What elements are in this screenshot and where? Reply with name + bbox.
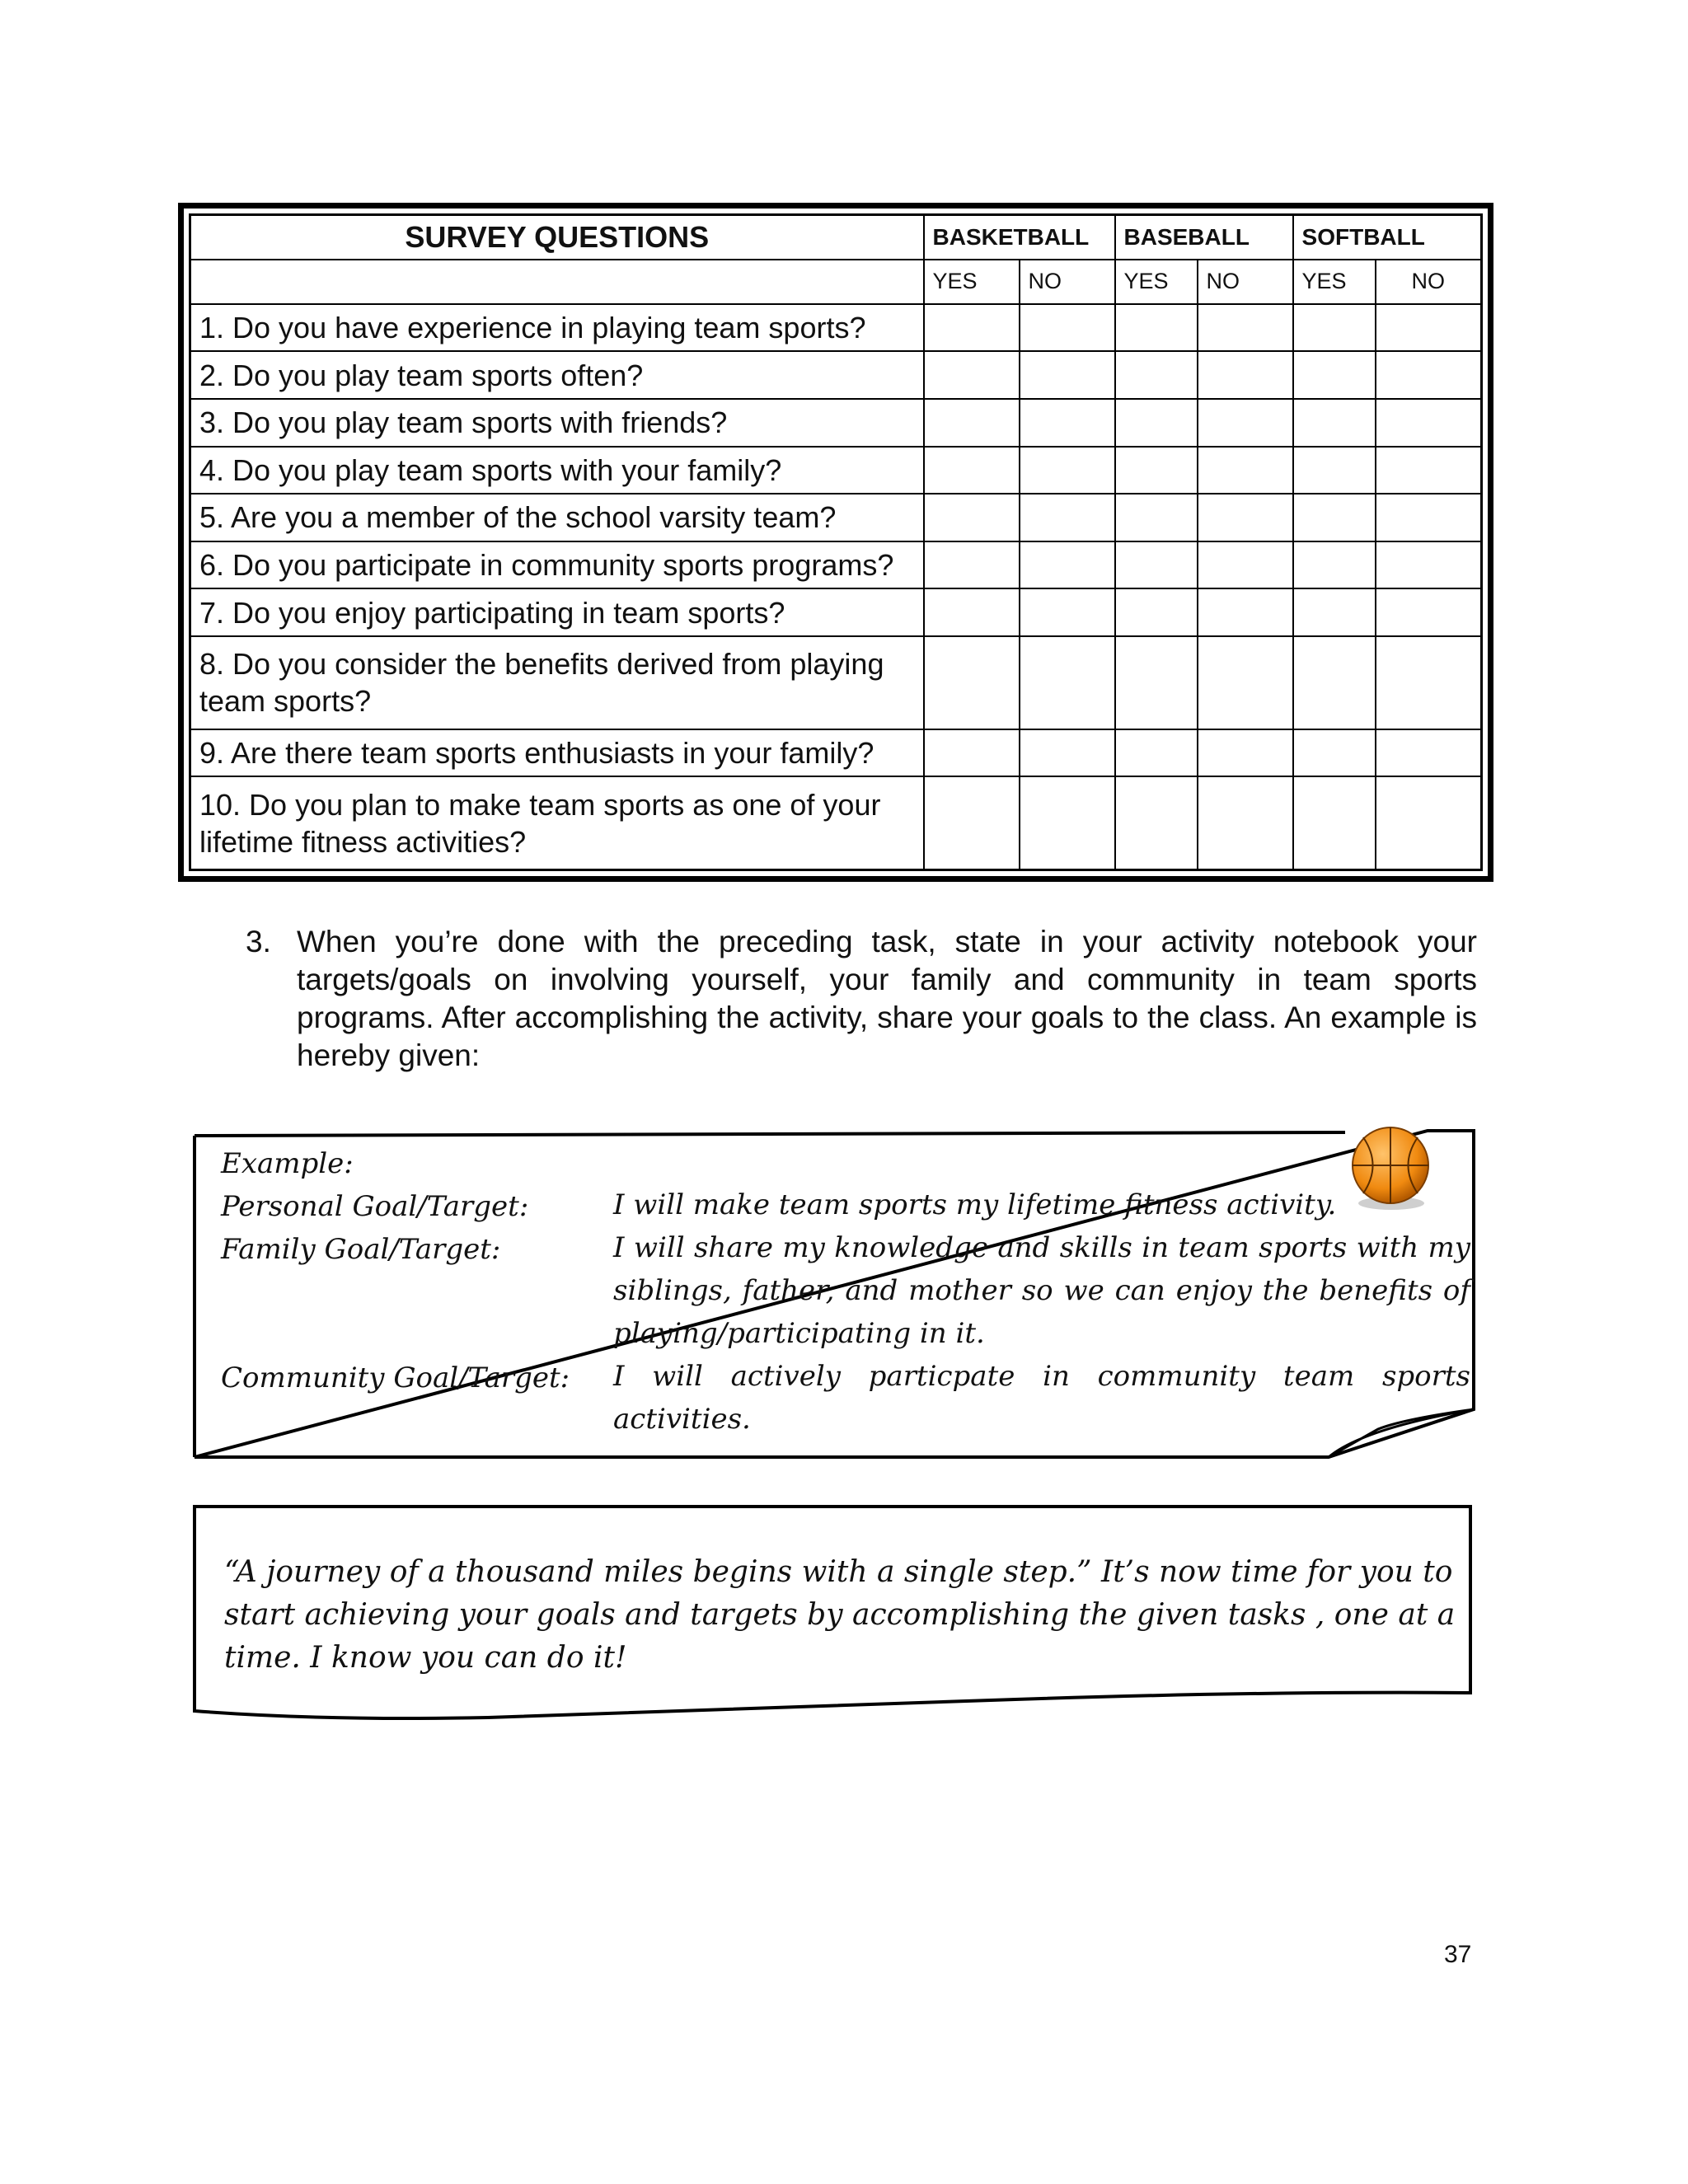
answer-cell-basketball-no[interactable] bbox=[1020, 351, 1115, 399]
answer-cell-baseball-no[interactable] bbox=[1198, 304, 1293, 352]
basketball-no-header: NO bbox=[1020, 260, 1115, 304]
answer-cell-softball-yes[interactable] bbox=[1293, 729, 1376, 777]
answer-cell-softball-no[interactable] bbox=[1376, 729, 1482, 777]
answer-cell-baseball-yes[interactable] bbox=[1115, 729, 1198, 777]
answer-cell-baseball-yes[interactable] bbox=[1115, 636, 1198, 729]
answer-cell-softball-yes[interactable] bbox=[1293, 541, 1376, 589]
answer-cell-basketball-no[interactable] bbox=[1020, 494, 1115, 541]
example-heading: Example: bbox=[221, 1147, 354, 1180]
survey-question-text: 5. Are you a member of the school varsity team? bbox=[190, 494, 924, 541]
survey-question-text: 6. Do you participate in community sports programs? bbox=[190, 541, 924, 589]
answer-cell-basketball-no[interactable] bbox=[1020, 399, 1115, 447]
answer-cell-softball-no[interactable] bbox=[1376, 494, 1482, 541]
answer-cell-basketball-no[interactable] bbox=[1020, 729, 1115, 777]
answer-cell-basketball-no[interactable] bbox=[1020, 636, 1115, 729]
answer-cell-basketball-yes[interactable] bbox=[924, 776, 1020, 869]
answer-cell-softball-yes[interactable] bbox=[1293, 588, 1376, 636]
answer-cell-softball-yes[interactable] bbox=[1293, 447, 1376, 494]
answer-cell-baseball-no[interactable] bbox=[1198, 776, 1293, 869]
survey-body bbox=[190, 304, 1482, 870]
survey-question-row bbox=[190, 541, 1482, 589]
survey-header-row bbox=[190, 215, 1482, 260]
answer-cell-softball-no[interactable] bbox=[1376, 399, 1482, 447]
answer-cell-softball-no[interactable] bbox=[1376, 304, 1482, 352]
answer-cell-basketball-yes[interactable] bbox=[924, 541, 1020, 589]
answer-cell-baseball-no[interactable] bbox=[1198, 351, 1293, 399]
answer-cell-softball-no[interactable] bbox=[1376, 447, 1482, 494]
answer-cell-basketball-no[interactable] bbox=[1020, 588, 1115, 636]
survey-question-row bbox=[190, 494, 1482, 541]
answer-cell-baseball-yes[interactable] bbox=[1115, 304, 1198, 352]
softball-no-header: NO bbox=[1376, 260, 1482, 304]
answer-cell-baseball-yes[interactable] bbox=[1115, 399, 1198, 447]
quote-text: “A journey of a thousand miles begins with a single step.” It’s now time for you to start achieving your goals and targets by accomplishing the given tasks , one at a time. I know you can do it! bbox=[224, 1555, 1456, 1675]
survey-question-row bbox=[190, 351, 1482, 399]
survey-question-row bbox=[190, 729, 1482, 777]
answer-cell-baseball-yes[interactable] bbox=[1115, 494, 1198, 541]
survey-question-row bbox=[190, 588, 1482, 636]
answer-cell-basketball-no[interactable] bbox=[1020, 541, 1115, 589]
survey-title: SURVEY QUESTIONS bbox=[190, 215, 924, 260]
survey-question-text: 4. Do you play team sports with your family? bbox=[190, 447, 924, 494]
survey-question-row bbox=[190, 636, 1482, 729]
sport-basketball-header: BASKETBALL bbox=[924, 215, 1115, 260]
answer-cell-basketball-no[interactable] bbox=[1020, 776, 1115, 869]
personal-goal-value: I will make team sports my lifetime fitness activity. bbox=[613, 1188, 1337, 1221]
answer-cell-softball-no[interactable] bbox=[1376, 776, 1482, 869]
softball-yes-header: YES bbox=[1293, 260, 1376, 304]
answer-cell-baseball-no[interactable] bbox=[1198, 447, 1293, 494]
survey-question-text: 1. Do you have experience in playing team sports? bbox=[190, 304, 924, 352]
answer-cell-softball-yes[interactable] bbox=[1293, 304, 1376, 352]
survey-table-frame bbox=[178, 203, 1493, 882]
answer-cell-basketball-yes[interactable] bbox=[924, 494, 1020, 541]
answer-cell-baseball-yes[interactable] bbox=[1115, 447, 1198, 494]
answer-cell-softball-no[interactable] bbox=[1376, 541, 1482, 589]
baseball-yes-header: YES bbox=[1115, 260, 1198, 304]
instruction-paragraph bbox=[246, 923, 1477, 1075]
answer-cell-softball-no[interactable] bbox=[1376, 636, 1482, 729]
personal-goal-label: Personal Goal/Target: bbox=[221, 1190, 529, 1223]
answer-cell-basketball-yes[interactable] bbox=[924, 447, 1020, 494]
example-box bbox=[191, 1122, 1477, 1460]
survey-table bbox=[189, 213, 1483, 871]
instruction-number: 3. bbox=[246, 925, 271, 958]
sport-baseball-header: BASEBALL bbox=[1115, 215, 1293, 260]
answer-cell-basketball-no[interactable] bbox=[1020, 447, 1115, 494]
answer-cell-basketball-no[interactable] bbox=[1020, 304, 1115, 352]
instruction-text: When you’re done with the preceding task, state in your activity notebook your targets/goals on involving yourself, your family and community in team sports programs. After accomplishing the activity, share your goals to the class. An example is hereby given: bbox=[297, 925, 1477, 1072]
answer-cell-basketball-yes[interactable] bbox=[924, 351, 1020, 399]
survey-question-text: 2. Do you play team sports often? bbox=[190, 351, 924, 399]
answer-cell-softball-no[interactable] bbox=[1376, 351, 1482, 399]
community-goal-value: I will actively particpate in community team sports activities. bbox=[613, 1360, 1470, 1436]
answer-cell-baseball-yes[interactable] bbox=[1115, 541, 1198, 589]
survey-question-row bbox=[190, 776, 1482, 869]
survey-question-text: 7. Do you enjoy participating in team sports? bbox=[190, 588, 924, 636]
answer-cell-softball-yes[interactable] bbox=[1293, 636, 1376, 729]
answer-cell-baseball-yes[interactable] bbox=[1115, 776, 1198, 869]
answer-cell-baseball-yes[interactable] bbox=[1115, 588, 1198, 636]
answer-cell-softball-yes[interactable] bbox=[1293, 494, 1376, 541]
sport-softball-header: SOFTBALL bbox=[1293, 215, 1482, 260]
answer-cell-softball-yes[interactable] bbox=[1293, 776, 1376, 869]
answer-cell-baseball-no[interactable] bbox=[1198, 636, 1293, 729]
answer-cell-basketball-yes[interactable] bbox=[924, 399, 1020, 447]
answer-cell-baseball-no[interactable] bbox=[1198, 494, 1293, 541]
answer-cell-basketball-yes[interactable] bbox=[924, 588, 1020, 636]
answer-cell-softball-yes[interactable] bbox=[1293, 351, 1376, 399]
survey-question-text: 10. Do you plan to make team sports as one of your lifetime fitness activities? bbox=[190, 776, 924, 869]
answer-cell-basketball-yes[interactable] bbox=[924, 729, 1020, 777]
answer-cell-softball-no[interactable] bbox=[1376, 588, 1482, 636]
basketball-yes-header: YES bbox=[924, 260, 1020, 304]
family-goal-label: Family Goal/Target: bbox=[221, 1233, 501, 1266]
answer-cell-baseball-no[interactable] bbox=[1198, 541, 1293, 589]
answer-cell-baseball-no[interactable] bbox=[1198, 729, 1293, 777]
community-goal-label: Community Goal/Target: bbox=[221, 1361, 570, 1394]
survey-question-text: 3. Do you play team sports with friends? bbox=[190, 399, 924, 447]
answer-cell-baseball-no[interactable] bbox=[1198, 399, 1293, 447]
answer-cell-softball-yes[interactable] bbox=[1293, 399, 1376, 447]
survey-question-row bbox=[190, 304, 1482, 352]
answer-cell-baseball-no[interactable] bbox=[1198, 588, 1293, 636]
family-goal-value: I will share my knowledge and skills in team sports with my siblings, father, and mother so we can enjoy the benefits of playing/participating in it. bbox=[613, 1231, 1470, 1350]
answer-cell-baseball-yes[interactable] bbox=[1115, 351, 1198, 399]
survey-question-row bbox=[190, 399, 1482, 447]
survey-question-row bbox=[190, 447, 1482, 494]
survey-subheader-row bbox=[190, 260, 1482, 304]
quote-box bbox=[191, 1502, 1477, 1741]
answer-cell-basketball-yes[interactable] bbox=[924, 636, 1020, 729]
survey-question-text: 9. Are there team sports enthusiasts in your family? bbox=[190, 729, 924, 777]
baseball-no-header: NO bbox=[1198, 260, 1293, 304]
survey-question-text: 8. Do you consider the benefits derived from playing team sports? bbox=[190, 636, 924, 729]
answer-cell-basketball-yes[interactable] bbox=[924, 304, 1020, 352]
survey-subheader-blank bbox=[190, 260, 924, 304]
page-number: 37 bbox=[1444, 1941, 1472, 1968]
